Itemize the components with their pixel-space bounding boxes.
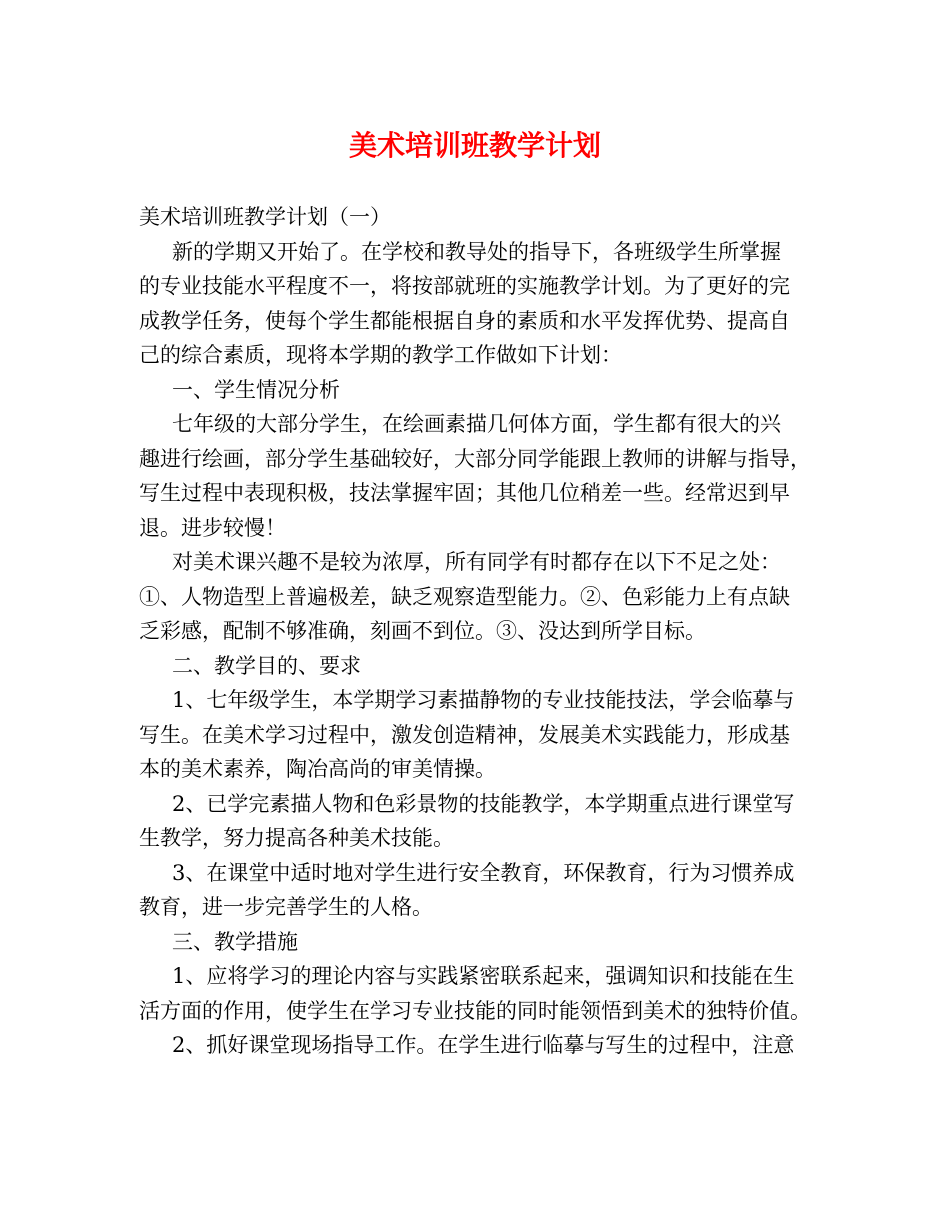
text-line: 教育，进一步完善学生的人格。	[139, 895, 433, 919]
document-body	[139, 200, 815, 1063]
text-line: 己的综合素质，现将本学期的教学工作做如下计划：	[139, 343, 622, 367]
text-line: 生教学，努力提高各种美术技能。	[139, 826, 454, 850]
text-line: 三、教学措施	[172, 929, 298, 954]
text-line: 写生过程中表现积极，技法掌握牢固；其他几位稍差一些。经常迟到早	[139, 481, 790, 505]
text-line: 新的学期又开始了。在学校和教导处的指导下，各班级学生所掌握	[172, 239, 781, 264]
document-title: 美术培训班教学计划	[348, 129, 601, 162]
text-line: 美术培训班教学计划（一）	[139, 205, 391, 229]
text-line: 退。进步较慢！	[139, 515, 286, 540]
text-line: 趣进行绘画，部分学生基础较好，大部分同学能跟上教师的讲解与指导，	[139, 446, 811, 471]
text-line: 对美术课兴趣不是较为浓厚，所有同学有时都存在以下不足之处：	[172, 550, 781, 574]
text-line: 本的美术素养，陶冶高尚的审美情操。	[139, 757, 496, 781]
text-line: 写生。在美术学习过程中，激发创造精神，发展美术实践能力，形成基	[139, 722, 790, 747]
text-line: 2、抓好课堂现场指导工作。在学生进行临摹与写生的过程中，注意	[172, 1033, 795, 1057]
text-line: 成教学任务，使每个学生都能根据自身的素质和水平发挥优势、提高自	[139, 308, 790, 333]
text-line: 2、已学完素描人物和色彩景物的技能教学，本学期重点进行课堂写	[172, 791, 795, 816]
text-line: 乏彩感，配制不够准确，刻画不到位。③、没达到所学目标。	[139, 619, 706, 643]
text-line: 七年级的大部分学生，在绘画素描几何体方面，学生都有很大的兴	[172, 412, 781, 436]
text-line: 3、在课堂中适时地对学生进行安全教育，环保教育，行为习惯养成	[172, 860, 795, 885]
text-line: 二、教学目的、要求	[172, 653, 361, 678]
text-line: 1、应将学习的理论内容与实践紧密联系起来，强调知识和技能在生	[172, 964, 795, 988]
text-line: ①、人物造型上普遍极差，缺乏观察造型能力。②、色彩能力上有点缺	[139, 584, 790, 609]
text-line: 1、七年级学生，本学期学习素描静物的专业技能技法，学会临摹与	[172, 688, 795, 712]
text-line: 活方面的作用，使学生在学习专业技能的同时能领悟到美术的独特价值。	[139, 998, 811, 1023]
text-line: 一、学生情况分析	[172, 377, 340, 402]
text-line: 的专业技能水平程度不一，将按部就班的实施教学计划。为了更好的完	[139, 274, 790, 298]
